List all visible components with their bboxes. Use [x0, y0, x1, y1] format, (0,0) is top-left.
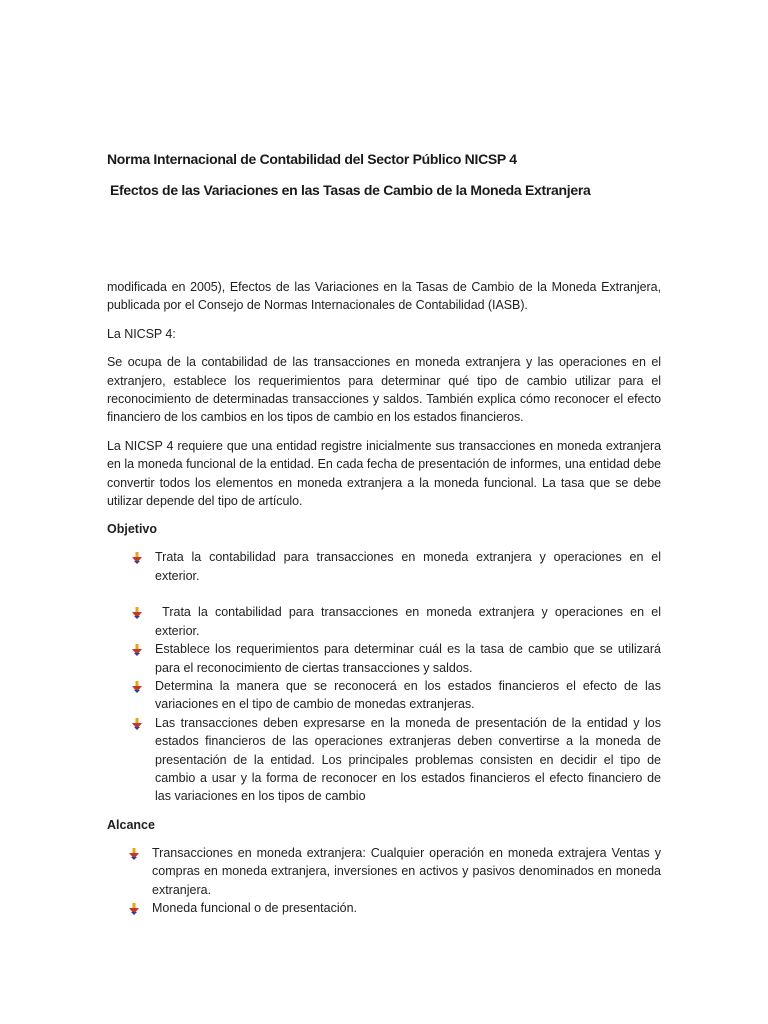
list-item-text: Moneda funcional o de presentación.	[152, 900, 358, 915]
intro-paragraph: modificada en 2005), Efectos de las Variaciones en la Tasas de Cambio de la Moneda Extranjera, publicada por el Consejo de Normas Internacionales de Contabilidad (IASB).	[107, 280, 661, 313]
arrow-bullet-icon	[131, 552, 143, 564]
document-subtitle: Efectos de las Variaciones en las Tasas de Cambio de la Moneda Extranjera	[110, 182, 591, 198]
arrow-bullet-icon	[128, 903, 140, 915]
list-item-text: Establece los requerimientos para determinar cuál es la tasa de cambio que se utilizará para el reconocimiento de ciertas transacciones y saldos.	[155, 642, 661, 675]
list-item	[107, 714, 661, 806]
arrow-bullet-icon	[131, 718, 143, 730]
paragraph-2: La NICSP 4 requiere que una entidad registre inicialmente sus transacciones en moneda extranjera en la moneda funcional de la entidad. En cada fecha de presentación de informes, una entidad debe convertir todos los elementos en moneda extranjera a la moneda funcional. La tasa que se debe utilizar depende del tipo de artículo.	[107, 438, 661, 509]
arrow-bullet-icon	[131, 644, 143, 656]
list-item-text: Determina la manera que se reconocerá en los estados financieros el efecto de las variaciones en el tipo de cambio de monedas extranjeras.	[155, 678, 661, 712]
paragraph-1: Se ocupa de la contabilidad de las transacciones en moneda extranjera y las operaciones en el extranjero, establece los requerimientos para determinar qué tipo de cambio utilizar para el reconocimiento de determinadas transacciones y saldos. También explica cómo reconocer el efecto financiero de los cambios en los tipos de cambio en los estados financieros.	[107, 355, 661, 425]
list-item-text: Trata la contabilidad para transacciones en moneda extranjera y operaciones en el exterior.	[155, 550, 661, 583]
nicsp-label: La NICSP 4:	[107, 326, 176, 341]
list-item	[107, 548, 661, 585]
list-item	[107, 899, 661, 917]
document-title: Norma Internacional de Contabilidad del Sector Público NICSP 4	[107, 151, 517, 167]
arrow-bullet-icon	[131, 607, 143, 619]
arrow-bullet-icon	[128, 848, 140, 860]
alcance-list	[107, 844, 661, 918]
arrow-bullet-icon	[131, 681, 143, 693]
list-item-text: Trata la contabilidad para transacciones en moneda extranjera y operaciones en el exterior.	[155, 605, 665, 638]
document-body	[107, 278, 665, 927]
list-item	[107, 603, 665, 640]
list-item-text: Transacciones en moneda extranjera: Cualquier operación en moneda extrajera Ventas y compras en moneda extranjera, inversiones en activos y pasivos denominados en moneda extranjera.	[152, 845, 661, 897]
list-item-text: Las transacciones deben expresarse en la moneda de presentación de la entidad y los estados financieros de las operaciones extranjeras deben convertirse a la moneda de presentación de la entidad. Los principales problemas consisten en decidir el tipo de cambio a usar y la forma de reconocer en los estados financieros el efecto financiero de las variaciones en los tipos de cambio	[155, 715, 661, 804]
list-item	[107, 677, 661, 714]
list-item	[107, 640, 661, 677]
objetivo-list	[107, 548, 665, 805]
objetivo-heading: Objetivo	[107, 522, 158, 537]
list-item	[107, 844, 661, 899]
alcance-heading: Alcance	[107, 817, 155, 832]
